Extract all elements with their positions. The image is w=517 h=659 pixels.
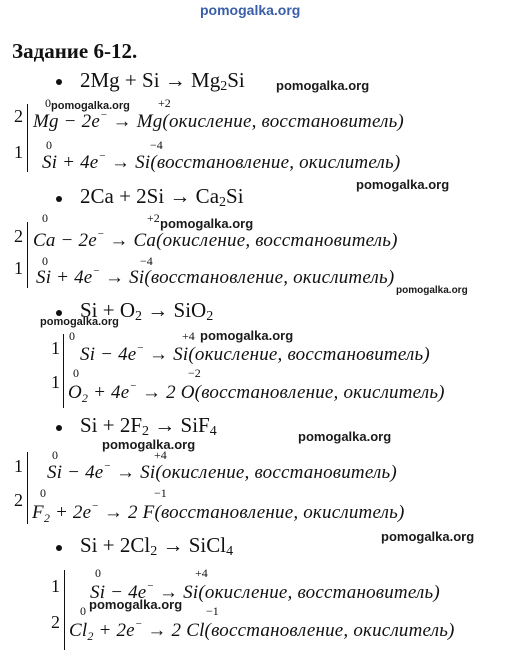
oxidation-state: 0: [46, 138, 52, 152]
half-reaction-reduction: $Cl_2 + 2e^- \to 2$ Cl(восстановление, окислитель): [69, 618, 455, 643]
oxidation-state: 0: [52, 448, 58, 462]
oxidation-state: −4: [150, 138, 163, 152]
watermark: pomogalka.org: [40, 316, 119, 328]
watermark-top: pomogalka.org: [200, 2, 301, 18]
coefficient: 1: [51, 338, 60, 358]
coefficient: 2: [14, 490, 23, 510]
task-title: Задание 6-12.: [12, 39, 138, 63]
watermark: pomogalka.org: [89, 597, 183, 612]
oxidation-state: 0: [40, 486, 46, 500]
oxidation-state: −4: [140, 254, 153, 268]
coefficient: 1: [14, 258, 23, 278]
equation: $Si + 2Cl_2$ → SiCl$_4$: [80, 533, 234, 559]
oxidation-state: +2: [158, 96, 171, 110]
half-reaction-oxidation: Si − 4e− → Si(окисление, восстановитель): [47, 460, 397, 483]
half-reaction-oxidation: Mg − 2e− → Mg(окисление, восстановитель): [33, 109, 404, 132]
coefficient: 1: [51, 576, 60, 596]
equation: $2Mg + Si \to Mg_2Si$: [80, 68, 245, 94]
oxidation-state: +4: [154, 448, 167, 462]
half-reaction-oxidation: Ca − 2e− → Ca(окисление, восстановитель): [33, 228, 398, 251]
bullet: [56, 545, 62, 551]
half-reaction-reduction: Si + 4e− → Si(восстановление, окислитель): [42, 150, 401, 173]
oxidation-state: −2: [188, 366, 201, 380]
oxidation-state: −1: [154, 486, 167, 500]
oxidation-state: +4: [182, 329, 195, 343]
watermark: pomogalka.org: [381, 529, 475, 544]
coefficient: 1: [14, 456, 23, 476]
bullet: [56, 79, 62, 85]
oxidation-state: +4: [195, 566, 208, 580]
half-reaction-oxidation: Si − 4e− → Si(окисление, восстановитель): [90, 580, 440, 603]
half-reaction-oxidation: Si − 4e− → Si(окисление, восстановитель): [80, 342, 430, 365]
watermark: pomogalka.org: [102, 437, 196, 452]
watermark: pomogalka.org: [51, 100, 130, 112]
coefficient: 2: [14, 226, 23, 246]
oxidation-state: 0: [42, 211, 48, 225]
oxidation-state: 0: [69, 329, 75, 343]
balance-bracket: [63, 334, 64, 408]
balance-bracket: [27, 104, 28, 172]
watermark: pomogalka.org: [200, 328, 294, 343]
bullet: [56, 425, 62, 431]
equation: $Si + 2F_2 \to SiF_4$: [80, 413, 217, 439]
oxidation-state: 0: [95, 566, 101, 580]
equation: $Si + O_2 \to SiO_2$: [80, 298, 214, 324]
bullet: [56, 196, 62, 202]
coefficient: 1: [14, 142, 23, 162]
watermark: pomogalka.org: [276, 78, 370, 93]
coefficient: 1: [51, 372, 60, 392]
balance-bracket: [27, 222, 28, 288]
oxidation-state: 0: [80, 604, 86, 618]
balance-bracket: [64, 570, 65, 650]
balance-bracket: [27, 452, 28, 524]
half-reaction-reduction: $O_2 + 4e^- \to 2$ O(восстановление, окислитель): [68, 380, 445, 405]
coefficient: 2: [51, 612, 60, 632]
oxidation-state: −1: [206, 604, 219, 618]
oxidation-state: +2: [147, 211, 160, 225]
watermark: pomogalka.org: [356, 177, 450, 192]
watermark: pomogalka.org: [298, 429, 392, 444]
bullet: [56, 310, 62, 316]
oxidation-state: 0: [42, 254, 48, 268]
half-reaction-reduction: Si + 4e− → Si(восстановление, окислитель): [36, 265, 395, 288]
oxidation-state: 0: [45, 96, 51, 110]
coefficient: 2: [14, 106, 23, 126]
half-reaction-reduction: $F_2 + 2e^- \to 2$ F(восстановление, окислитель): [32, 500, 405, 525]
equation: $2Ca + 2Si \to Ca_2Si$: [80, 184, 244, 210]
watermark: pomogalka.org: [396, 285, 468, 296]
oxidation-state: 0: [73, 366, 79, 380]
watermark: pomogalka.org: [160, 216, 254, 231]
